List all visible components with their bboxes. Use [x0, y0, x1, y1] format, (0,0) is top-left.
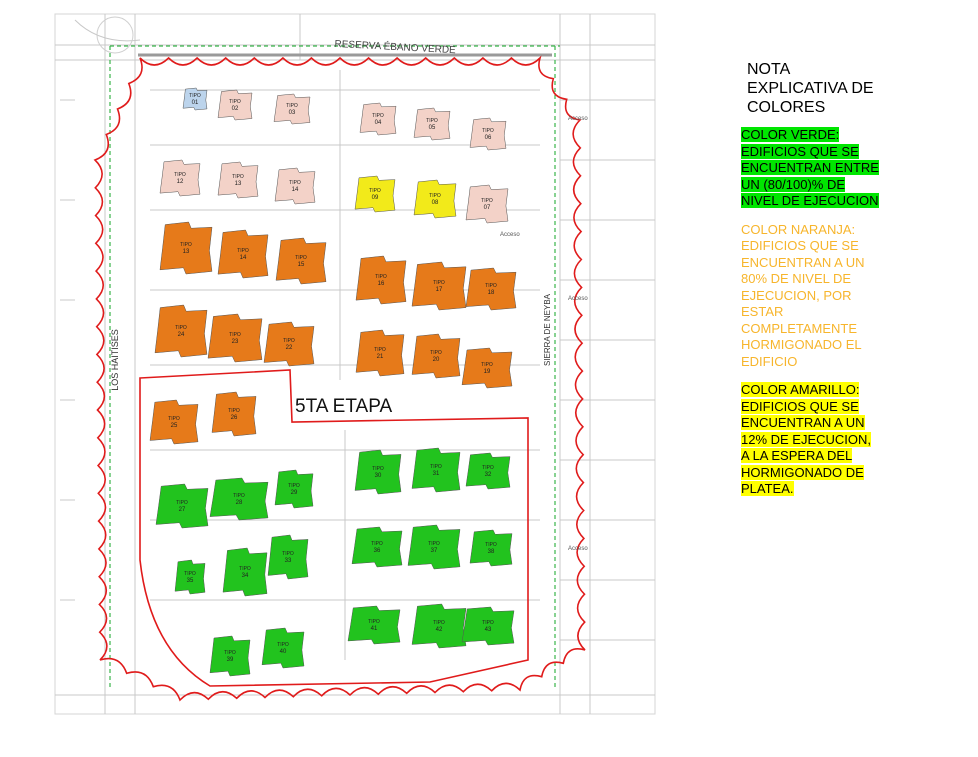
street-left-label: LOS HAITISES	[110, 329, 120, 391]
legend-green-line: EDIFICIOS QUE SE	[741, 143, 859, 159]
building-number-label: 28	[235, 500, 243, 506]
building-type-label: TIPO	[485, 542, 497, 548]
building-type-label: TIPO	[426, 118, 438, 124]
building-footprint	[264, 322, 314, 366]
building-number-label: 19	[483, 369, 491, 375]
building-type-label: TIPO	[176, 500, 188, 506]
building-type-label: TIPO	[481, 198, 493, 204]
access-label: Acceso	[568, 546, 588, 552]
building	[356, 256, 406, 304]
building-number-label: 09	[371, 195, 379, 201]
building-type-label: TIPO	[229, 332, 241, 338]
legend-yellow-line: ENCUENTRAN A UN	[741, 415, 865, 430]
legend-yellow-line: PLATEA.	[741, 481, 794, 496]
building-type-label: TIPO	[372, 466, 384, 472]
building-footprint	[470, 530, 512, 566]
legend-orange	[741, 222, 961, 371]
building	[156, 484, 208, 528]
building-number-label: 02	[231, 106, 239, 112]
building-footprint	[150, 400, 198, 444]
building	[276, 238, 326, 284]
building	[160, 160, 200, 196]
building-number-label: 14	[239, 255, 247, 261]
building-number-label: 32	[484, 472, 492, 478]
legend-yellow-line: COLOR AMARILLO:	[741, 382, 860, 397]
legend-green-line: ENCUENTRAN ENTRE	[741, 160, 879, 175]
building-type-label: TIPO	[371, 541, 383, 547]
legend-orange-line: HORMIGONADO EL	[741, 337, 862, 352]
building-type-label: TIPO	[174, 172, 186, 178]
building	[210, 636, 250, 676]
building	[352, 527, 402, 567]
building-footprint	[155, 305, 207, 357]
building-number-label: 14	[291, 187, 299, 193]
building-footprint	[210, 636, 250, 676]
building-type-label: TIPO	[233, 493, 245, 499]
building-footprint	[208, 314, 262, 362]
building-footprint	[275, 470, 313, 508]
building	[210, 478, 268, 520]
building-footprint	[160, 222, 212, 274]
building-number-label: 05	[428, 125, 436, 131]
building-type-label: TIPO	[428, 541, 440, 547]
building-number-label: 22	[285, 345, 293, 351]
building-type-label: TIPO	[175, 325, 187, 331]
color-legend	[741, 60, 961, 510]
building-type-label: TIPO	[430, 350, 442, 356]
building-number-label: 41	[370, 626, 378, 632]
building-number-label: 30	[374, 473, 382, 479]
building-type-label: TIPO	[224, 650, 236, 656]
building	[262, 628, 304, 668]
building	[183, 88, 207, 110]
building-type-label: TIPO	[232, 174, 244, 180]
building	[408, 525, 460, 569]
access-label: Acceso	[568, 116, 588, 122]
building-number-label: 26	[230, 415, 238, 421]
building-number-label: 07	[483, 205, 491, 211]
building	[218, 230, 268, 278]
building-footprint	[466, 268, 516, 310]
legend-green-line: COLOR VERDE:	[741, 127, 840, 142]
building	[218, 162, 258, 198]
building-number-label: 43	[484, 627, 492, 633]
building	[356, 330, 404, 376]
building-number-label: 38	[487, 549, 495, 555]
building-type-label: TIPO	[184, 571, 196, 577]
building-number-label: 12	[176, 179, 184, 185]
building-type-label: TIPO	[369, 188, 381, 194]
building-footprint	[462, 607, 514, 645]
building-type-label: TIPO	[375, 274, 387, 280]
building-footprint	[356, 256, 406, 304]
access-label: Acceso	[568, 296, 588, 302]
building	[274, 94, 310, 124]
building-type-label: TIPO	[374, 347, 386, 353]
building-number-label: 34	[241, 573, 249, 579]
building-number-label: 01	[191, 100, 199, 106]
building-footprint	[466, 453, 510, 489]
building	[412, 334, 460, 378]
building	[414, 108, 450, 140]
building-footprint	[360, 103, 396, 135]
building-type-label: TIPO	[229, 99, 241, 105]
building-type-label: TIPO	[189, 93, 201, 99]
building-number-label: 42	[435, 627, 443, 633]
building-type-label: TIPO	[481, 362, 493, 368]
building	[470, 530, 512, 566]
building-type-label: TIPO	[286, 103, 298, 109]
building	[160, 222, 212, 274]
building-number-label: 08	[431, 200, 439, 206]
building-type-label: TIPO	[239, 566, 251, 572]
building	[412, 262, 466, 310]
street-right-label: SIERRA DE NEYBA	[543, 293, 552, 367]
building-type-label: TIPO	[228, 408, 240, 414]
building-number-label: 13	[182, 249, 190, 255]
legend-yellow-line: EDIFICIOS QUE SE	[741, 398, 859, 414]
building-type-label: TIPO	[180, 242, 192, 248]
access-label: Acceso	[500, 232, 520, 238]
building	[212, 392, 256, 436]
building-type-label: TIPO	[277, 642, 289, 648]
legend-orange-line: COMPLETAMENTE	[741, 320, 858, 336]
building-footprint	[466, 185, 508, 223]
building-number-label: 33	[284, 558, 292, 564]
building	[268, 535, 308, 579]
legend-orange-line: ESTAR	[741, 304, 784, 319]
building	[223, 548, 267, 596]
building-footprint	[412, 604, 466, 648]
legend-orange-line: EDIFICIOS QUE SE	[741, 238, 859, 253]
building-footprint	[268, 535, 308, 579]
building-number-label: 18	[487, 290, 495, 296]
building	[218, 90, 252, 120]
building	[360, 103, 396, 135]
building	[414, 180, 456, 218]
legend-title-line: COLORES	[747, 99, 826, 116]
building-number-label: 31	[432, 471, 440, 477]
building-number-label: 04	[374, 120, 382, 126]
building	[462, 607, 514, 645]
building-footprint	[276, 238, 326, 284]
building	[412, 448, 460, 492]
building-footprint	[262, 628, 304, 668]
building	[275, 168, 315, 204]
building	[275, 470, 313, 508]
building-footprint	[412, 262, 466, 310]
building	[466, 185, 508, 223]
legend-orange-line: COLOR NARANJA:	[741, 221, 856, 237]
building-footprint	[352, 527, 402, 567]
building	[175, 560, 205, 594]
building-number-label: 37	[430, 548, 438, 554]
building-number-label: 27	[178, 507, 186, 513]
building	[355, 450, 401, 494]
building	[470, 118, 506, 150]
building	[466, 268, 516, 310]
building-type-label: TIPO	[283, 338, 295, 344]
legend-green-line: UN (80/100)% DE	[741, 176, 846, 192]
stage-label: 5TA ETAPA	[295, 396, 393, 417]
building-number-label: 29	[290, 490, 298, 496]
building-type-label: TIPO	[482, 465, 494, 471]
building-number-label: 21	[376, 354, 384, 360]
building-number-label: 13	[234, 181, 242, 187]
building-footprint	[275, 168, 315, 204]
building-number-label: 17	[435, 287, 443, 293]
building-type-label: TIPO	[482, 620, 494, 626]
building-type-label: TIPO	[288, 483, 300, 489]
building-footprint	[412, 448, 460, 492]
legend-green-line: NIVEL DE EJECUCION	[741, 193, 879, 208]
building-number-label: 06	[484, 135, 492, 141]
building-footprint	[412, 334, 460, 378]
building-footprint	[218, 90, 252, 120]
building-type-label: TIPO	[433, 280, 445, 286]
building-footprint	[470, 118, 506, 150]
building-number-label: 25	[170, 423, 178, 429]
building-type-label: TIPO	[482, 128, 494, 134]
buildings-layer	[150, 88, 516, 676]
building-type-label: TIPO	[289, 180, 301, 186]
building-type-label: TIPO	[429, 193, 441, 199]
legend-green	[741, 127, 961, 210]
building	[348, 606, 400, 644]
building-footprint	[408, 525, 460, 569]
building-footprint	[183, 88, 207, 110]
building-footprint	[223, 548, 267, 596]
building-footprint	[175, 560, 205, 594]
building-type-label: TIPO	[485, 283, 497, 289]
building	[208, 314, 262, 362]
legend-yellow-line: A LA ESPERA DEL	[741, 448, 853, 463]
building-number-label: 23	[231, 339, 239, 345]
building	[412, 604, 466, 648]
building-type-label: TIPO	[282, 551, 294, 557]
building-number-label: 36	[373, 548, 381, 554]
legend-orange-line: 80% DE NIVEL DE	[741, 271, 852, 286]
street-top-label: RESERVA ÉBANO VERDE	[334, 38, 457, 57]
building-footprint	[355, 176, 395, 212]
building-number-label: 20	[432, 357, 440, 363]
building-footprint	[348, 606, 400, 644]
legend-title	[747, 60, 961, 117]
building-number-label: 15	[297, 262, 305, 268]
building-footprint	[355, 450, 401, 494]
building-footprint	[210, 478, 268, 520]
building-type-label: TIPO	[168, 416, 180, 422]
building-number-label: 03	[288, 110, 296, 116]
building-footprint	[414, 180, 456, 218]
legend-title-line: EXPLICATIVA DE	[747, 80, 874, 97]
building-type-label: TIPO	[237, 248, 249, 254]
legend-yellow	[741, 382, 961, 498]
building-footprint	[356, 330, 404, 376]
building	[150, 400, 198, 444]
building-type-label: TIPO	[430, 464, 442, 470]
building-footprint	[462, 348, 512, 388]
building-footprint	[274, 94, 310, 124]
building-number-label: 16	[377, 281, 385, 287]
building	[155, 305, 207, 357]
legend-yellow-line: 12% DE EJECUCION,	[741, 431, 872, 447]
building-type-label: TIPO	[433, 620, 445, 626]
building-number-label: 35	[186, 578, 194, 584]
legend-orange-line: EDIFICIO	[741, 353, 798, 369]
building-footprint	[414, 108, 450, 140]
building-type-label: TIPO	[368, 619, 380, 625]
legend-title-line: NOTA	[747, 61, 791, 78]
building	[264, 322, 314, 366]
building-number-label: 39	[226, 657, 234, 663]
building-footprint	[156, 484, 208, 528]
building-footprint	[212, 392, 256, 436]
building-number-label: 24	[177, 332, 185, 338]
building-number-label: 40	[279, 649, 287, 655]
building	[466, 453, 510, 489]
legend-orange-line: ENCUENTRAN A UN	[741, 254, 865, 270]
building-footprint	[218, 162, 258, 198]
building-footprint	[218, 230, 268, 278]
building	[355, 176, 395, 212]
legend-orange-line: EJECUCION, POR	[741, 287, 852, 303]
building	[462, 348, 512, 388]
legend-yellow-line: HORMIGONADO DE	[741, 464, 864, 480]
building-type-label: TIPO	[295, 255, 307, 261]
building-type-label: TIPO	[372, 113, 384, 119]
building-footprint	[160, 160, 200, 196]
